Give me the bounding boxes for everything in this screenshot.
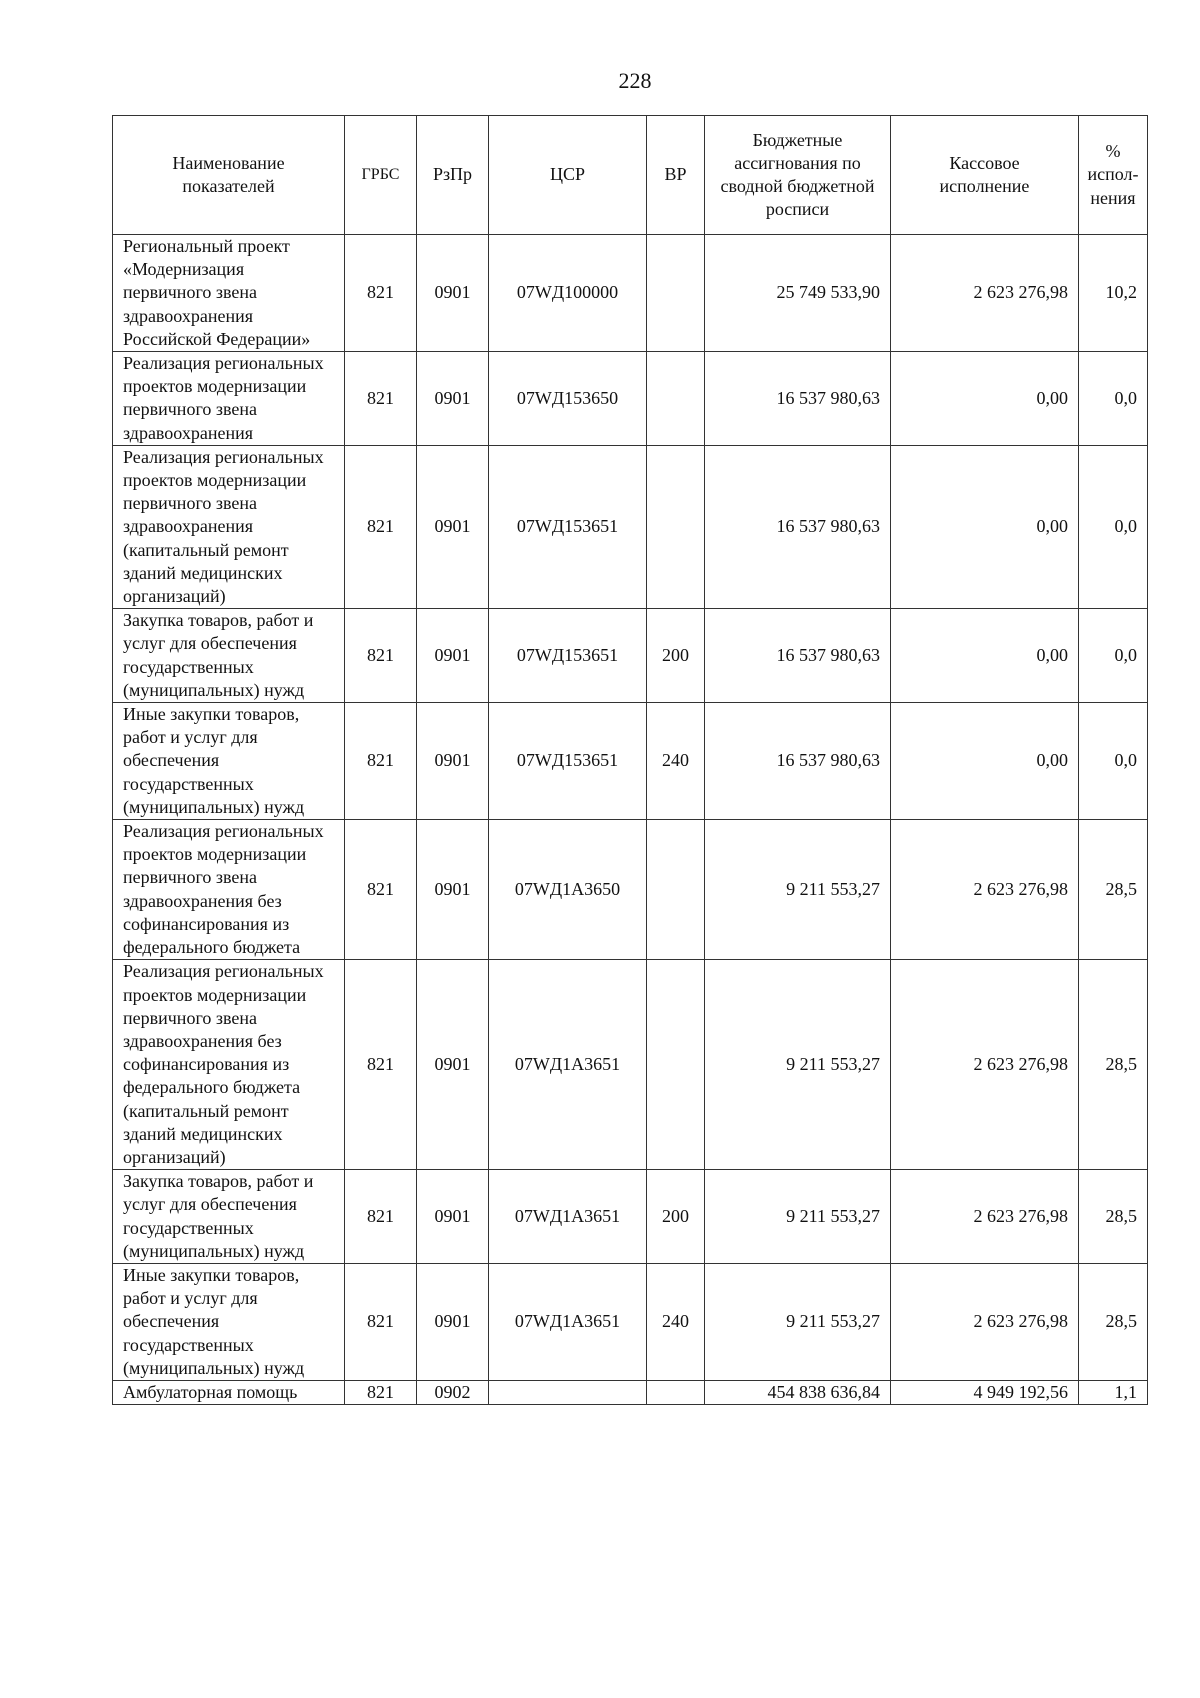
row-name-cell: Иные закупки товаров, работ и услуг для обеспечения государственных (муниципальных) нужд [113, 1263, 345, 1380]
grbs-cell: 821 [345, 235, 417, 352]
grbs-cell: 821 [345, 960, 417, 1170]
cash-execution-cell: 2 623 276,98 [891, 820, 1079, 960]
vr-cell: 200 [647, 1170, 705, 1264]
cash-execution-cell: 4 949 192,56 [891, 1380, 1079, 1404]
vr-cell [647, 352, 705, 446]
rzpr-cell: 0901 [417, 820, 489, 960]
rzpr-cell: 0901 [417, 703, 489, 820]
cash-execution-cell: 2 623 276,98 [891, 1263, 1079, 1380]
table-row [113, 609, 1148, 703]
assignment-amount-cell: 9 211 553,27 [705, 820, 891, 960]
cash-execution-cell: 0,00 [891, 352, 1079, 446]
budget-table [112, 115, 1148, 1405]
grbs-cell: 821 [345, 445, 417, 608]
csr-cell: 07WД1А3650 [489, 820, 647, 960]
csr-cell [489, 1380, 647, 1404]
percent-execution-cell: 28,5 [1079, 1170, 1148, 1264]
row-name-cell: Амбулаторная помощь [113, 1380, 345, 1404]
row-name-cell: Реализация региональных проектов модернизации первичного звена здравоохранения без софинансирования из федерального бюджета [113, 820, 345, 960]
rzpr-cell: 0901 [417, 235, 489, 352]
csr-cell: 07WД1А3651 [489, 1170, 647, 1264]
cash-execution-cell: 2 623 276,98 [891, 235, 1079, 352]
rzpr-cell: 0901 [417, 352, 489, 446]
cash-execution-cell: 0,00 [891, 445, 1079, 608]
row-name-cell: Реализация региональных проектов модернизации первичного звена здравоохранения (капитальный ремонт зданий медицинских организаций) [113, 445, 345, 608]
rzpr-cell: 0901 [417, 1170, 489, 1264]
table-row [113, 1170, 1148, 1264]
assignment-amount-cell: 25 749 533,90 [705, 235, 891, 352]
grbs-cell: 821 [345, 820, 417, 960]
percent-execution-cell: 0,0 [1079, 445, 1148, 608]
rzpr-cell: 0901 [417, 609, 489, 703]
vr-cell [647, 820, 705, 960]
table-body [113, 235, 1148, 1405]
grbs-cell: 821 [345, 352, 417, 446]
cash-execution-cell: 2 623 276,98 [891, 960, 1079, 1170]
row-name-cell: Реализация региональных проектов модернизации первичного звена здравоохранения без софинансирования из федерального бюджета (капитальный ремонт зданий медицинских организаций) [113, 960, 345, 1170]
rzpr-cell: 0901 [417, 960, 489, 1170]
cash-execution-cell: 0,00 [891, 703, 1079, 820]
grbs-cell: 821 [345, 609, 417, 703]
header-csr: ЦСР [489, 116, 647, 235]
percent-execution-cell: 28,5 [1079, 960, 1148, 1170]
vr-cell [647, 235, 705, 352]
assignment-amount-cell: 454 838 636,84 [705, 1380, 891, 1404]
header-vr: ВР [647, 116, 705, 235]
assignment-amount-cell: 16 537 980,63 [705, 352, 891, 446]
percent-execution-cell: 1,1 [1079, 1380, 1148, 1404]
percent-execution-cell: 28,5 [1079, 820, 1148, 960]
table-row [113, 703, 1148, 820]
rzpr-cell: 0902 [417, 1380, 489, 1404]
csr-cell: 07WД153650 [489, 352, 647, 446]
assignment-amount-cell: 9 211 553,27 [705, 1263, 891, 1380]
vr-cell: 200 [647, 609, 705, 703]
grbs-cell: 821 [345, 1263, 417, 1380]
rzpr-cell: 0901 [417, 1263, 489, 1380]
vr-cell [647, 960, 705, 1170]
header-rzpr: РзПр [417, 116, 489, 235]
table-row [113, 820, 1148, 960]
grbs-cell: 821 [345, 1380, 417, 1404]
table-row [113, 352, 1148, 446]
table-row [113, 1380, 1148, 1404]
row-name-cell: Закупка товаров, работ и услуг для обеспечения государственных (муниципальных) нужд [113, 1170, 345, 1264]
csr-cell: 07WД153651 [489, 703, 647, 820]
header-percent-execution: % испол-нения [1079, 116, 1148, 235]
csr-cell: 07WД1А3651 [489, 1263, 647, 1380]
header-cash-execution: Кассовое исполнение [891, 116, 1079, 235]
percent-execution-cell: 10,2 [1079, 235, 1148, 352]
csr-cell: 07WД153651 [489, 609, 647, 703]
percent-execution-cell: 0,0 [1079, 609, 1148, 703]
table-header [113, 116, 1148, 235]
csr-cell: 07WД153651 [489, 445, 647, 608]
csr-cell: 07WД100000 [489, 235, 647, 352]
table-row [113, 235, 1148, 352]
header-assignments: Бюджетные ассигнования по сводной бюджетной росписи [705, 116, 891, 235]
row-name-cell: Иные закупки товаров, работ и услуг для обеспечения государственных (муниципальных) нужд [113, 703, 345, 820]
header-grbs: ГРБС [345, 116, 417, 235]
csr-cell: 07WД1А3651 [489, 960, 647, 1170]
vr-cell [647, 445, 705, 608]
assignment-amount-cell: 9 211 553,27 [705, 960, 891, 1170]
page-number: 228 [618, 68, 652, 93]
vr-cell: 240 [647, 1263, 705, 1380]
table-row [113, 960, 1148, 1170]
rzpr-cell: 0901 [417, 445, 489, 608]
grbs-cell: 821 [345, 1170, 417, 1264]
vr-cell: 240 [647, 703, 705, 820]
table-row [113, 445, 1148, 608]
vr-cell [647, 1380, 705, 1404]
cash-execution-cell: 2 623 276,98 [891, 1170, 1079, 1264]
table-row [113, 1263, 1148, 1380]
assignment-amount-cell: 16 537 980,63 [705, 609, 891, 703]
assignment-amount-cell: 16 537 980,63 [705, 703, 891, 820]
percent-execution-cell: 28,5 [1079, 1263, 1148, 1380]
percent-execution-cell: 0,0 [1079, 352, 1148, 446]
row-name-cell: Реализация региональных проектов модернизации первичного звена здравоохранения [113, 352, 345, 446]
row-name-cell: Закупка товаров, работ и услуг для обеспечения государственных (муниципальных) нужд [113, 609, 345, 703]
percent-execution-cell: 0,0 [1079, 703, 1148, 820]
grbs-cell: 821 [345, 703, 417, 820]
assignment-amount-cell: 16 537 980,63 [705, 445, 891, 608]
cash-execution-cell: 0,00 [891, 609, 1079, 703]
row-name-cell: Региональный проект «Модернизация первичного звена здравоохранения Российской Федерации» [113, 235, 345, 352]
header-name: Наименование показателей [113, 116, 345, 235]
assignment-amount-cell: 9 211 553,27 [705, 1170, 891, 1264]
